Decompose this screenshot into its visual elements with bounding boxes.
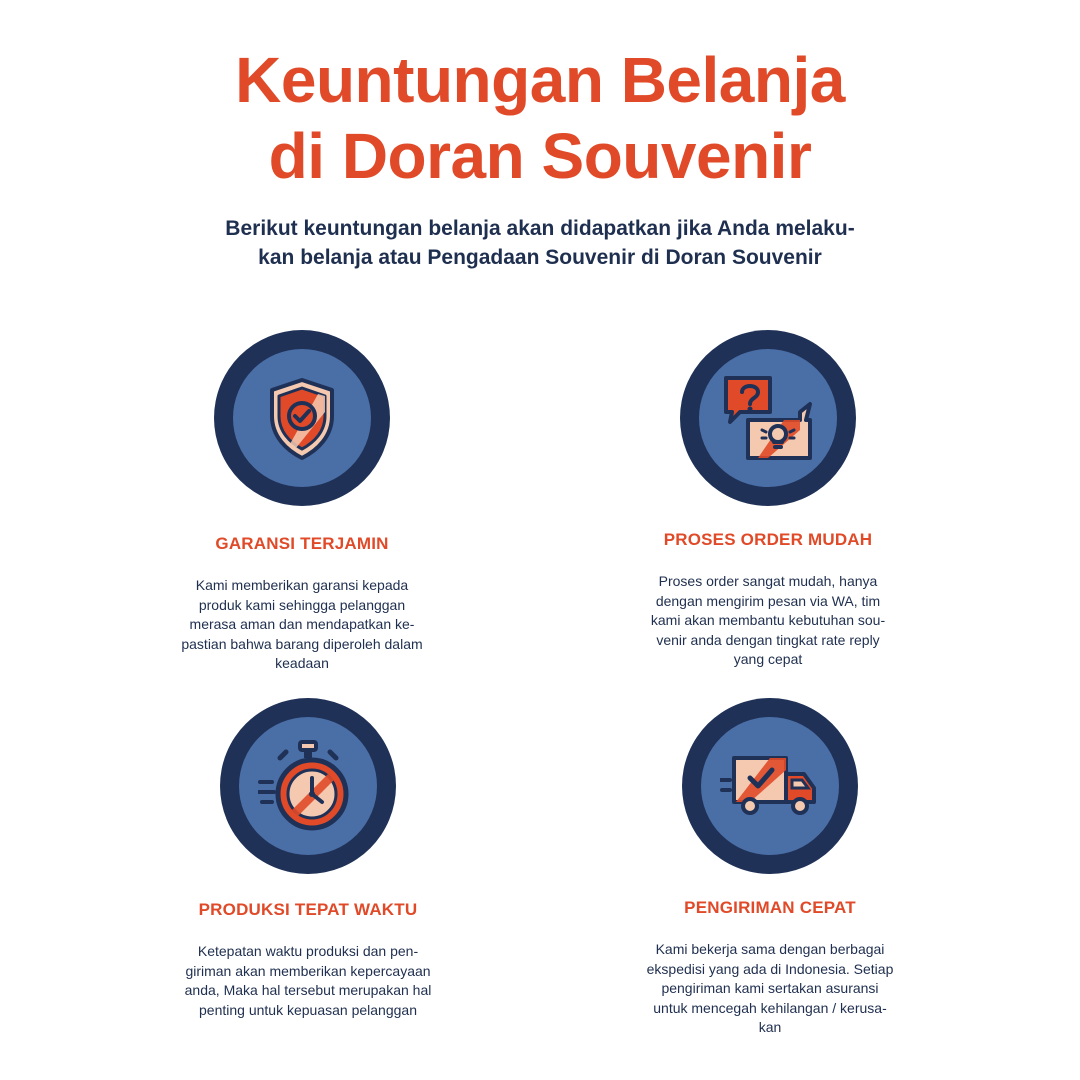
desc-line: keadaan bbox=[275, 655, 329, 671]
desc-line: anda, Maka hal tersebut merupakan hal bbox=[184, 982, 432, 998]
desc-line: giriman akan memberikan kepercayaan bbox=[185, 962, 431, 979]
desc-line: pastian bahwa barang diperoleh dalam bbox=[181, 635, 423, 652]
desc-line: ekspedisi yang ada di Indonesia. Setiap bbox=[646, 960, 894, 977]
desc-line: produk kami sehingga pelanggan bbox=[198, 596, 406, 613]
page-subtitle bbox=[140, 214, 940, 272]
page-title bbox=[0, 42, 1080, 194]
benefit-card-garansi bbox=[142, 330, 462, 674]
benefit-card-proses-order bbox=[608, 330, 928, 670]
desc-line: Ketepatan waktu produksi dan pen- bbox=[197, 943, 419, 959]
desc-line: Kami memberikan garansi kepada bbox=[195, 577, 409, 593]
desc-line: penting untuk kepuasan pelanggan bbox=[199, 1001, 417, 1018]
delivery-truck-icon bbox=[720, 736, 820, 836]
desc-line: kami akan membantu kebutuhan sou- bbox=[650, 612, 886, 628]
desc-line: Proses order sangat mudah, hanya bbox=[658, 573, 878, 589]
shield-check-icon bbox=[252, 368, 352, 468]
benefit-card-pengiriman bbox=[610, 698, 930, 1038]
desc-line: merasa aman dan mendapatkan ke- bbox=[189, 616, 415, 632]
benefit-description bbox=[625, 940, 915, 1038]
desc-line: dengan mengirim pesan via WA, tim bbox=[655, 592, 881, 609]
benefit-description bbox=[623, 572, 913, 670]
desc-line: pengiriman kami sertakan asuransi bbox=[661, 980, 879, 996]
chat-question-idea-icon bbox=[718, 368, 818, 468]
desc-line: kan bbox=[758, 1019, 782, 1035]
stopwatch-icon bbox=[258, 736, 358, 836]
benefit-description bbox=[157, 576, 447, 674]
icon-badge bbox=[680, 330, 856, 506]
desc-line: untuk mencegah kehilangan / kerusa- bbox=[653, 999, 887, 1016]
benefit-title: PRODUKSI TEPAT WAKTU bbox=[198, 900, 418, 919]
desc-line: yang cepat bbox=[733, 651, 803, 667]
benefit-title: GARANSI TERJAMIN bbox=[215, 534, 389, 553]
icon-badge bbox=[214, 330, 390, 506]
icon-badge bbox=[220, 698, 396, 874]
benefit-description bbox=[163, 942, 453, 1020]
desc-line: Kami bekerja sama dengan berbagai bbox=[655, 941, 885, 957]
page-title-line-1: Keuntungan Belanja bbox=[235, 44, 845, 116]
desc-line: venir anda dengan tingkat rate reply bbox=[656, 631, 880, 648]
icon-badge bbox=[682, 698, 858, 874]
page-subtitle-line-1: Berikut keuntungan belanja akan didapatkan jika Anda melaku- bbox=[225, 217, 855, 240]
page-title-line-2: di Doran Souvenir bbox=[268, 120, 812, 192]
benefit-title: PENGIRIMAN CEPAT bbox=[684, 898, 856, 917]
benefit-title: PROSES ORDER MUDAH bbox=[663, 530, 873, 549]
page-subtitle-line-2: kan belanja atau Pengadaan Souvenir di Doran Souvenir bbox=[258, 246, 822, 269]
benefit-card-produksi bbox=[148, 698, 468, 1020]
